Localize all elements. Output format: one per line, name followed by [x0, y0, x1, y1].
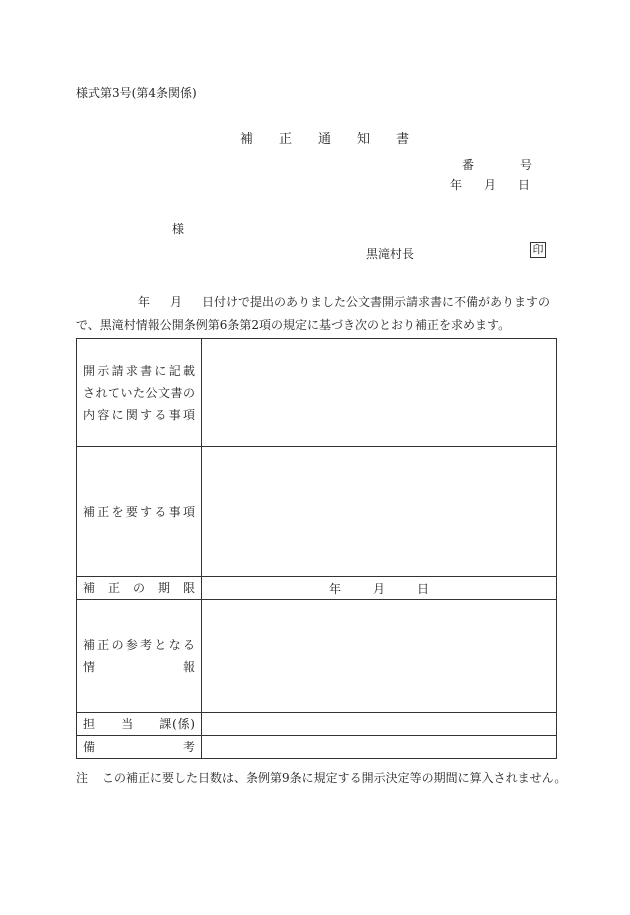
title-char: 補 — [240, 132, 254, 147]
date-day: 日 — [518, 178, 531, 192]
document-title — [240, 128, 435, 147]
footnote — [76, 769, 566, 786]
row-label-department: 担 当 課(係) — [77, 713, 202, 736]
title-char: 知 — [357, 132, 371, 147]
correction-table — [76, 338, 557, 759]
correction-items-field[interactable] — [202, 447, 557, 577]
deadline-field[interactable] — [202, 577, 557, 600]
row-label-correction-items: 補正を要する事項 — [77, 447, 202, 577]
department-field[interactable] — [202, 713, 557, 736]
requested-document-field[interactable] — [202, 339, 557, 447]
title-char: 正 — [279, 132, 293, 147]
deadline-day: 日 — [417, 581, 430, 596]
number-label-a: 番 — [462, 158, 475, 172]
table-row — [77, 339, 557, 447]
remarks-field[interactable] — [202, 736, 557, 759]
body-month: 月 — [170, 295, 183, 309]
addressee-suffix: 様 — [172, 222, 185, 236]
date-year: 年 — [450, 178, 463, 192]
title-char: 通 — [318, 132, 332, 147]
table-row — [77, 447, 557, 577]
table-row — [77, 713, 557, 736]
deadline-year: 年 — [328, 581, 341, 596]
body-line-2: で、黒滝村情報公開条例第6条第2項の規定に基づき次のとおり補正を求めます。 — [76, 318, 511, 332]
row-label-requested-document: 開示請求書に記載 されていた公文書の 内容に関する事項 — [77, 339, 202, 447]
table-row — [77, 577, 557, 600]
sender-name: 黒滝村長 — [366, 247, 415, 261]
date-month: 月 — [484, 178, 497, 192]
reference-info-field[interactable] — [202, 600, 557, 713]
note-prefix: 注 — [76, 771, 89, 785]
number-label-b: 号 — [520, 158, 533, 172]
body-text-1: 日付けで提出のありました公文書開示請求書に不備がありますの — [202, 295, 551, 309]
document-number — [462, 156, 532, 173]
table-row — [77, 736, 557, 759]
body-year: 年 — [138, 295, 151, 309]
table-row — [77, 600, 557, 713]
deadline-month: 月 — [372, 581, 385, 596]
body-line-1 — [138, 293, 550, 310]
form-number: 様式第3号(第4条関係) — [76, 86, 197, 100]
document-date — [450, 176, 552, 193]
note-text: この補正に要した日数は、条例第9条に規定する開示決定等の期間に算入されません。 — [102, 771, 567, 785]
seal-mark: 印 — [530, 242, 546, 258]
row-label-reference-info: 補正の参考となる 情 報 — [77, 600, 202, 713]
row-label-deadline: 補 正 の 期 限 — [77, 577, 202, 600]
title-char: 書 — [396, 132, 410, 147]
row-label-remarks: 備 考 — [77, 736, 202, 759]
